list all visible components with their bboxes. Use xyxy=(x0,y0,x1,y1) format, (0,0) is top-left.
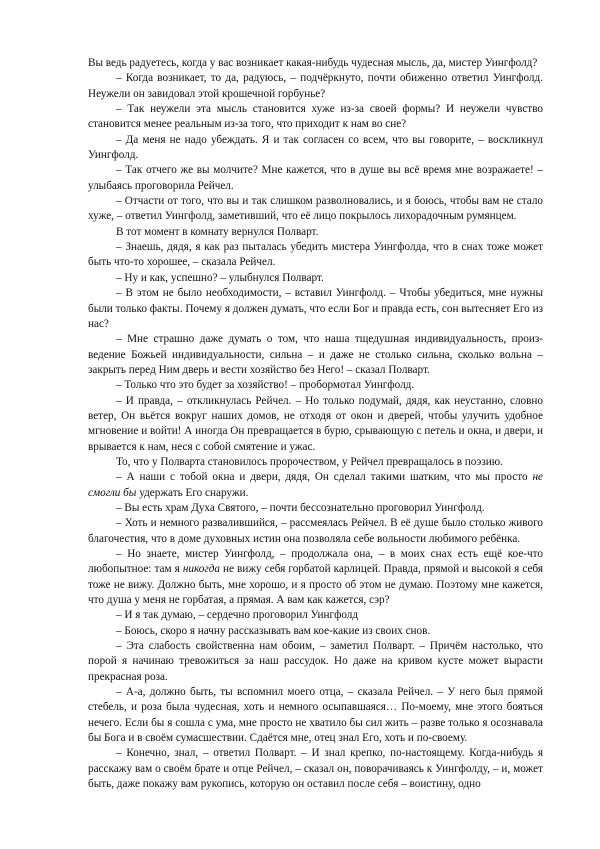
paragraph: – Да меня не надо убеждать. Я и так согласен со всем, что вы говорите, – воскликнул Уингфолд. xyxy=(88,133,543,162)
italic-emphasis: никогда xyxy=(182,563,220,576)
paragraph xyxy=(88,470,543,501)
paragraph: – Вы есть храм Духа Святого, – почти бессознательно проговорил Уингфолд. xyxy=(116,501,485,514)
paragraph: – Только что это будет за хозяйство! – пробормотал Уингфолд. xyxy=(116,379,415,392)
paragraph-text: – Но знаете, мистер Уингфолд, – продолжала она, – в моих снах есть ещё кое-что любопытное: там я xyxy=(88,548,543,576)
paragraph-text-continued: удержать Его снаружи. xyxy=(136,486,249,499)
paragraph: – Хоть и немного развалившийся, – рассмеялась Рейчел. В её душе было столько живого благочестия, что в доме духовных истин она позволяла себе вольности любимого ребёнка. xyxy=(88,517,543,545)
paragraph: – А-а, должно быть, ты вспомнил моего отца, – сказала Рейчел. – У него был прямой стебель, и роза была чудесная, хоть и немного осыпавшаяся… По-моему, мне этого бояться нечего. Если бы я сошла с ума, мне просто не хватило бы сил жить – разве только я осознавала бы Бога и в своём сумасшествии. Сдаётся мне, отец знал Его, хоть и по-своему. xyxy=(88,686,543,745)
paragraph: – Конечно, знал, – ответил Полварт. – И знал крепко, по-настоящему. Когда-нибудь я расскажу вам о своём брате и отце Рейчел, – сказал он, поворачиваясь к Уингфолду, – и, может быть, даже покажу вам рукопись, которую он оставил после себя – воистину, одно xyxy=(88,747,543,791)
paragraph: – Когда возникает, то да, радуюсь, – подчёркнуто, почти обиженно ответил Уингфолд. Неужели он завидовал этой крошечной горбунье? xyxy=(88,72,543,100)
paragraph: – Отчасти от того, что вы и так слишком разволновались, и я боюсь, чтобы вам не стало хуже, – ответил Уингфолд, заметивший, что её лицо покрылось лихорадочным румянцем. xyxy=(88,195,543,223)
paragraph: – Эта слабость свойственна нам обоим, – заметил Полварт. – Причём настолько, что порой я начинаю тревожиться за наш рассудок. Но даже на кривом кусте может вырасти прекрасная роза. xyxy=(88,640,543,683)
paragraph: – Так отчего же вы молчите? Мне кажется, что в душе вы всё время мне возражаете! – улыбаясь проговорила Рейчел. xyxy=(88,164,543,192)
paragraph: Вы ведь радуетесь, когда у вас возникает какая-нибудь чудесная мысль, да, мистер Уингфолд? xyxy=(88,57,538,69)
paragraph: – Так неужели эта мысль становится хуже из-за своей формы? И неужели чувство становится менее реальным из-за того, что приходит к нам во сне? xyxy=(88,103,543,131)
paragraph: – В этом не было необходимости, – вставил Уингфолд. – Чтобы убедиться, мне нужны были только факты. Почему я должен думать, что если Бог и правда есть, сон вытесняет Его из нас? xyxy=(88,287,543,330)
paragraph: – И правда, – откликнулась Рейчел. – Но только подумай, дядя, как неустанно, словно ветер, Он вьётся вокруг наших домов, не отходя от окон и дверей, чтобы улучить удобное мгновение и войти! А иногда Он превращается в бурю, срывающую с петель и окна, и двери, и врывается к нам, неся с собой смятение и ужас. xyxy=(88,394,543,453)
paragraph: – Ну и как, успешно? – улыбнулся Полварт. xyxy=(116,271,324,284)
document-page xyxy=(88,56,543,793)
paragraph: – Мне страшно даже думать о том, что наша тщедушная индивидуальность, произведение Божьей индивидуальности, сильна – и даже не столько сильна, сколько вольна – закрыть перед Ним дверь и вести хозяйство без Него! – сказал Полварт. xyxy=(88,333,543,376)
paragraph: – И я так думаю, – сердечно проговорил Уингфолд xyxy=(116,609,359,622)
paragraph: – Боюсь, скоро я начну рассказывать вам кое-какие из своих снов. xyxy=(116,624,431,637)
paragraph: То, что у Полварта становилось пророчеством, у Рейчел превращалось в поэзию. xyxy=(116,455,503,468)
italic-emphasis: не смогли бы xyxy=(88,471,544,499)
paragraph xyxy=(88,547,543,608)
paragraph: – Знаешь, дядя, я как раз пыталась убедить мистера Уингфолда, что в снах тоже может быть что-то хорошее, – сказала Рейчел. xyxy=(88,241,543,269)
paragraph-text: – А наши с тобой окна и двери, дядя, Он сделал такими шатким, что мы просто xyxy=(116,471,528,484)
paragraph-text-continued: не вижу себя горбатой карлицей. Правда, прямой и высокой я себя тоже не вижу. Должно быть, мне хорошо, и я просто об этом не думаю. Поэтому мне кажется, что душа у меня не горбатая, а прямая. А вам как кажется, сэр? xyxy=(88,563,543,607)
paragraph: В тот момент в комнату вернулся Полварт. xyxy=(116,225,319,238)
